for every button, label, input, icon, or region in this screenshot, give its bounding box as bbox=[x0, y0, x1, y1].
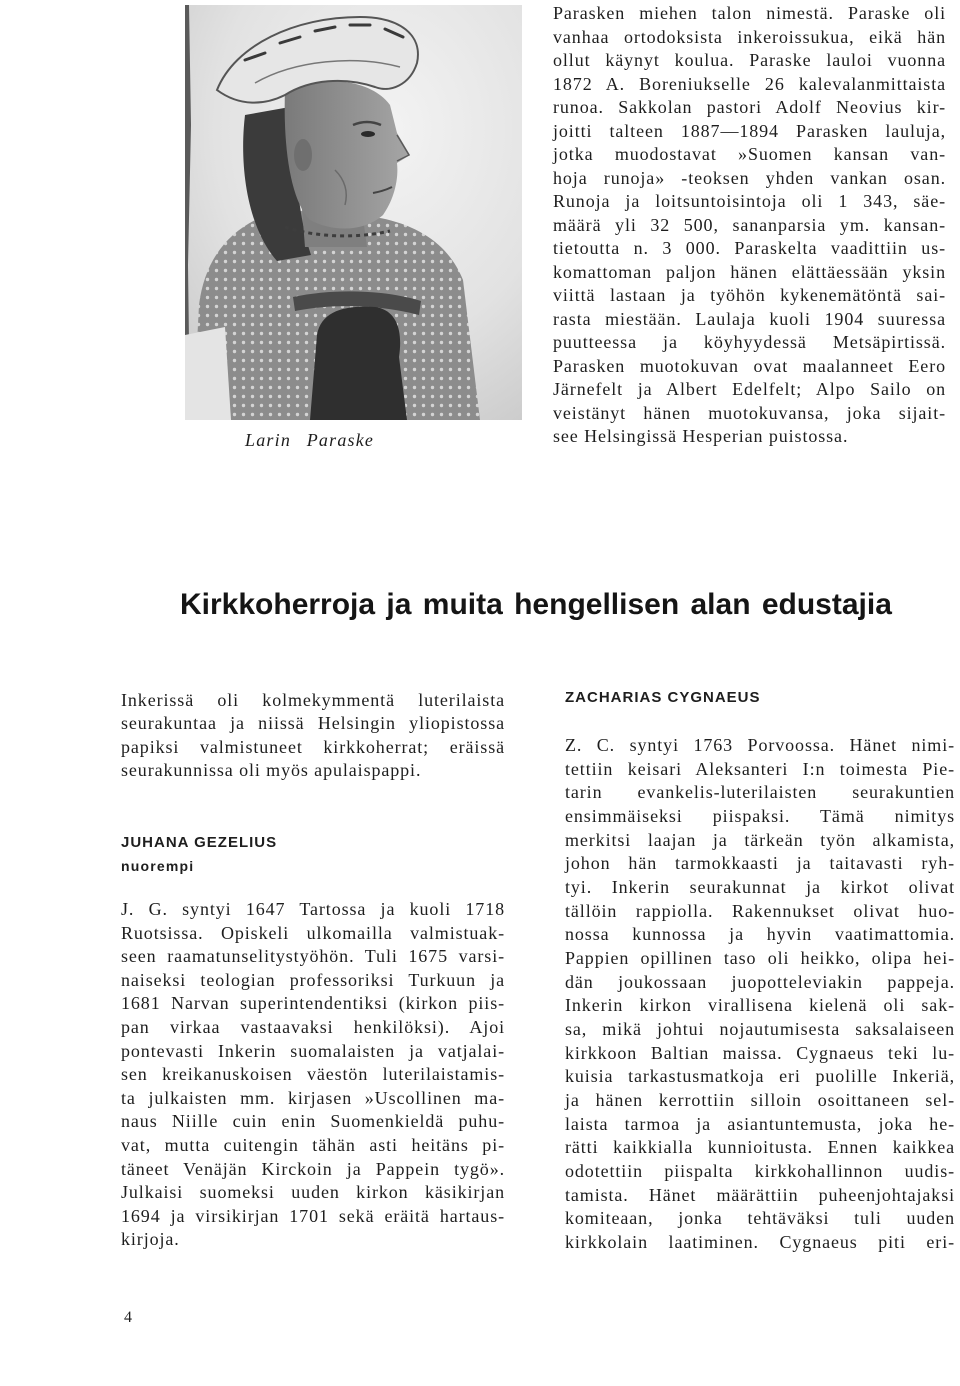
cygnaeus-name: ZACHARIAS CYGNAEUS bbox=[565, 689, 761, 706]
text-line: Inkerissä oli kolmekymmentä luterilaista bbox=[121, 690, 505, 710]
text-line: seurakunnissa oli myös apulaispappi. bbox=[121, 760, 422, 781]
text-line: rätti kaikkialla kunnioitusta. Ennen kaikkea bbox=[565, 1137, 955, 1158]
text-line: Pappien opillinen taso oli heikko, olipa hei- bbox=[565, 948, 955, 969]
text-line: ta julkaisten mm. kirjasen »Uscollinen ma- bbox=[121, 1087, 505, 1108]
text-line: merkitsi laajan ja tärkeän työn alkamista, bbox=[565, 829, 955, 850]
photo-caption: Larin Paraske bbox=[245, 430, 375, 450]
text-line: laista tarmoa ja asiantuntemusta, joka he- bbox=[565, 1113, 955, 1134]
text-line: kuisia tarkastusmatkoja eri puolille Inkeriä, bbox=[565, 1066, 955, 1087]
text-line: sa, mikä johtui nojautumisesta saksalaiseen bbox=[565, 1019, 955, 1040]
intro-paragraph bbox=[121, 689, 505, 783]
text-line: kirjoja. bbox=[121, 1229, 180, 1250]
text-line: viittä lastaan ja työhön kykenemätöntä sai- bbox=[553, 285, 946, 305]
text-line: naiseksi teologian professoriksi Turkuun ja bbox=[121, 969, 505, 990]
cygnaeus-paragraph bbox=[565, 734, 955, 1255]
biography-text bbox=[553, 2, 946, 449]
text-line: Z. C. syntyi 1763 Porvoossa. Hänet nimi- bbox=[565, 735, 955, 755]
text-line: joitti talteen 1887—1894 Parasken lauluja, bbox=[553, 120, 946, 141]
text-line: Parasken miehen talon nimestä. Paraske oli bbox=[553, 3, 946, 23]
text-line: tamista. Hänet määrättiin puheenjohtajaksi bbox=[565, 1184, 955, 1205]
text-line: ja hänen kerrottiin silloin osoittaneen sel- bbox=[565, 1090, 955, 1111]
text-line: Inkerin kirkon virallisena kielenä oli sak- bbox=[565, 995, 955, 1016]
text-line: tettiin keisari Aleksanteri I:n toimesta Pie- bbox=[565, 758, 955, 779]
text-line: naus Niille cuin enin Suomenkieldä puhu- bbox=[121, 1111, 505, 1132]
text-line: tyi. Inkerin seurakunnat ja kirkot olivat bbox=[565, 877, 955, 898]
text-line: sen kreikanuskoisen väestön luterilaistamis- bbox=[121, 1064, 505, 1085]
text-line: Parasken muotokuvan ovat maalanneet Eero bbox=[553, 355, 946, 376]
page-number: 4 bbox=[124, 1309, 132, 1326]
text-line: 1872 A. Boreniukselle 26 kalevalanmittaista bbox=[553, 73, 946, 94]
text-line: 1681 Narvan superintendentiksi (kirkon piis- bbox=[121, 993, 505, 1014]
text-line: määrä yli 32 500, sananparsia ym. kansan- bbox=[553, 214, 946, 235]
text-line: kirkkolain laatiminen. Cygnaeus piti eri- bbox=[565, 1232, 955, 1253]
text-line: papiksi valmistuneet kirkkoherrat; eräissä bbox=[121, 736, 505, 757]
text-line: vanhaa ortodoksista inkeroissukua, eikä hän bbox=[553, 26, 946, 47]
text-line: seurakuntaa ja niissä Helsingin yliopistossa bbox=[121, 713, 505, 734]
section-heading: Kirkkoherroja ja muita hengellisen alan edustajia bbox=[180, 588, 892, 621]
text-line: kirkkoon Baltian maissa. Cygnaeus teki lu- bbox=[565, 1042, 955, 1063]
text-line: tietoutta n. 3 000. Paraskelta vaadittiin us- bbox=[553, 238, 946, 258]
text-line: täneet Venäjän Kirckoin ja Pappein tygö». bbox=[121, 1158, 505, 1179]
text-line: tarin evankelis-luterilaisten seurakuntien bbox=[565, 782, 955, 803]
text-line: tällöin rappiolla. Rakennukset olivat huo- bbox=[565, 900, 955, 921]
text-line: J. G. syntyi 1647 Tartossa ja kuoli 1718 bbox=[121, 899, 505, 919]
text-line: ensimmäiseksi piispaksi. Tämä nimitys bbox=[565, 806, 955, 827]
gezelius-paragraph bbox=[121, 898, 505, 1252]
text-line: 1694 ja virsikirjan 1701 sekä eräitä hartaus- bbox=[121, 1205, 505, 1226]
gezelius-epithet: nuorempi bbox=[121, 858, 195, 874]
text-line: hoja runoja» -teoksen yhden vankan osan. bbox=[553, 167, 946, 188]
text-line: pan virkaa vastaavaksi henkilöksi). Ajoi bbox=[121, 1016, 505, 1037]
text-line: dän joukossaan juopotteleviakin pappeja. bbox=[565, 971, 955, 992]
text-line: veistänyt hänen muotokuvansa, joka sijait- bbox=[553, 402, 946, 423]
text-line: Järnefelt ja Albert Edelfelt; Alpo Sailo on bbox=[553, 379, 946, 399]
text-line: seen raamatunselitystyöhön. Tuli 1675 varsi- bbox=[121, 946, 505, 967]
portrait-photo bbox=[185, 5, 522, 420]
text-line: pontevasti Inkerin suomalaisten ja vatjalai- bbox=[121, 1040, 505, 1061]
text-line: puutteessa ja köyhyydessä Metsäpirtissä. bbox=[553, 332, 946, 352]
text-line: Ruotsissa. Opiskeli ulkomailla valmistuak- bbox=[121, 922, 505, 943]
text-line: vat, mutta cuitengin tähän asti heitäns pi- bbox=[121, 1134, 505, 1155]
gezelius-name: JUHANA GEZELIUS bbox=[121, 834, 278, 851]
text-line: komattoman paljon hänen elättäessään yksin bbox=[553, 261, 946, 282]
text-line: johon hän tarmokkaasti ja taitavasti ryh- bbox=[565, 853, 955, 874]
apron bbox=[310, 307, 407, 420]
text-line: Runoja ja loitsuntoisintoja oli 1 343, säe- bbox=[553, 191, 946, 211]
text-line: rasta miestään. Laulaja kuoli 1904 suuressa bbox=[553, 308, 946, 329]
text-line: ollut käynyt koulua. Paraske lauloi vuonna bbox=[553, 50, 946, 70]
text-line: odotettiin piispalta kirkkohallinnon uudis- bbox=[565, 1161, 955, 1182]
text-line: see Helsingissä Hesperian puistossa. bbox=[553, 426, 849, 446]
text-line: nossa kunnossa ja hyvin vaatimattomia. bbox=[565, 924, 955, 945]
text-line: runoa. Sakkolan pastori Adolf Neovius kir- bbox=[553, 97, 946, 117]
text-line: komiteaan, jonka tehtäväksi tuli uuden bbox=[565, 1208, 955, 1229]
text-line: Julkaisi suomeksi uuden kirkon käsikirjan bbox=[121, 1182, 505, 1203]
portrait-image bbox=[185, 5, 522, 420]
text-line: jotka muodostavat »Suomen kansan van- bbox=[553, 144, 946, 164]
